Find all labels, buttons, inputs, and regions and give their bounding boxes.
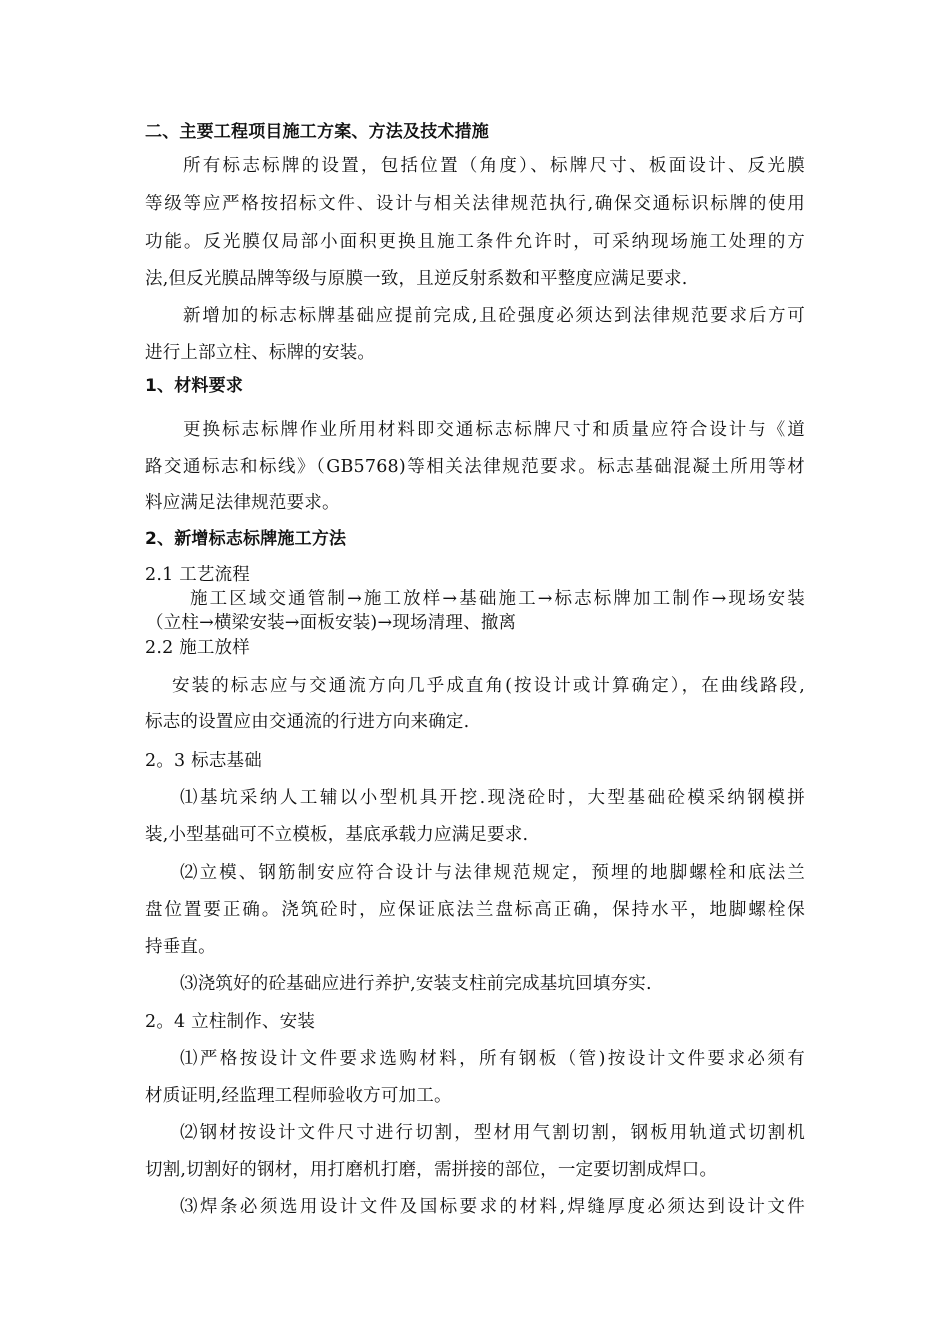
materials-paragraph-line: 料应满足法律规范要求。 bbox=[145, 493, 340, 513]
process-flow-line: （立柱→横梁安装→面板安装)→现场清理、撤离 bbox=[146, 613, 517, 633]
foundation-paragraph-line: 盘位置要正确。浇筑砼时，应保证底法兰盘标高正确，保持水平，地脚螺栓保 bbox=[145, 900, 805, 920]
intro-paragraph-line: 所有标志标牌的设置，包括位置（角度）、标牌尺寸、板面设计、反光膜 bbox=[183, 156, 805, 176]
column-paragraph-line: 切割,切割好的钢材，用打磨机打磨，需拼接的部位，一定要切割成焊口。 bbox=[145, 1160, 718, 1180]
layout-paragraph-line: 安装的标志应与交通流方向几乎成直角(按设计或计算确定），在曲线路段, bbox=[172, 676, 805, 696]
section-heading-materials: 1、材料要求 bbox=[145, 376, 244, 396]
subsection-title: 2.2 施工放样 bbox=[145, 638, 250, 658]
section-heading-construction: 2、新增标志标牌施工方法 bbox=[145, 529, 347, 549]
section-title: 二、主要工程项目施工方案、方法及技术措施 bbox=[145, 122, 489, 142]
subsection-title: 2。4 立柱制作、安装 bbox=[145, 1012, 316, 1032]
intro-paragraph-line: 进行上部立柱、标牌的安装。 bbox=[145, 343, 376, 363]
intro-paragraph-line: 功能。反光膜仅局部小面积更换且施工条件允许时，可采纳现场施工处理的方 bbox=[145, 232, 805, 252]
subsection-title: 2.1 工艺流程 bbox=[145, 565, 250, 585]
foundation-paragraph-line: ⑶浇筑好的砼基础应进行养护,安装支柱前完成基坑回填夯实. bbox=[180, 974, 652, 994]
column-paragraph-line: 材质证明,经监理工程师验收方可加工。 bbox=[145, 1086, 452, 1106]
layout-paragraph-line: 标志的设置应由交通流的行进方向来确定. bbox=[145, 712, 470, 732]
materials-paragraph-line: 更换标志标牌作业所用材料即交通标志标牌尺寸和质量应符合设计与《道 bbox=[183, 420, 805, 440]
subsection-title: 2。3 标志基础 bbox=[145, 751, 262, 771]
foundation-paragraph-line: 装,小型基础可不立模板，基底承载力应满足要求. bbox=[145, 825, 529, 845]
column-paragraph-line: ⑶焊条必须选用设计文件及国标要求的材料,焊缝厚度必须达到设计文件 bbox=[180, 1197, 805, 1217]
column-paragraph-line: ⑵钢材按设计文件尺寸进行切割，型材用气割切割，钢板用轨道式切割机 bbox=[180, 1123, 805, 1143]
foundation-paragraph-line: 持垂直。 bbox=[145, 937, 216, 957]
intro-paragraph-line: 法,但反光膜品牌等级与原膜一致，且逆反射系数和平整度应满足要求. bbox=[145, 269, 688, 289]
intro-paragraph-line: 等级等应严格按招标文件、设计与相关法律规范执行,确保交通标识标牌的使用 bbox=[145, 194, 805, 214]
foundation-paragraph-line: ⑵立模、钢筋制安应符合设计与法律规范规定，预埋的地脚螺栓和底法兰 bbox=[180, 863, 805, 883]
column-paragraph-line: ⑴严格按设计文件要求选购材料，所有钢板（管)按设计文件要求必须有 bbox=[180, 1049, 805, 1069]
intro-paragraph-line: 新增加的标志标牌基础应提前完成,且砼强度必须达到法律规范要求后方可 bbox=[183, 306, 805, 326]
process-flow-line: 施工区域交通管制→施工放样→基础施工→标志标牌加工制作→现场安装 bbox=[190, 589, 805, 609]
foundation-paragraph-line: ⑴基坑采纳人工辅以小型机具开挖.现浇砼时，大型基础砼模采纳钢模拼 bbox=[180, 788, 805, 808]
materials-paragraph-line: 路交通标志和标线》（GB5768)等相关法律规范要求。标志基础混凝土所用等材 bbox=[145, 457, 805, 477]
